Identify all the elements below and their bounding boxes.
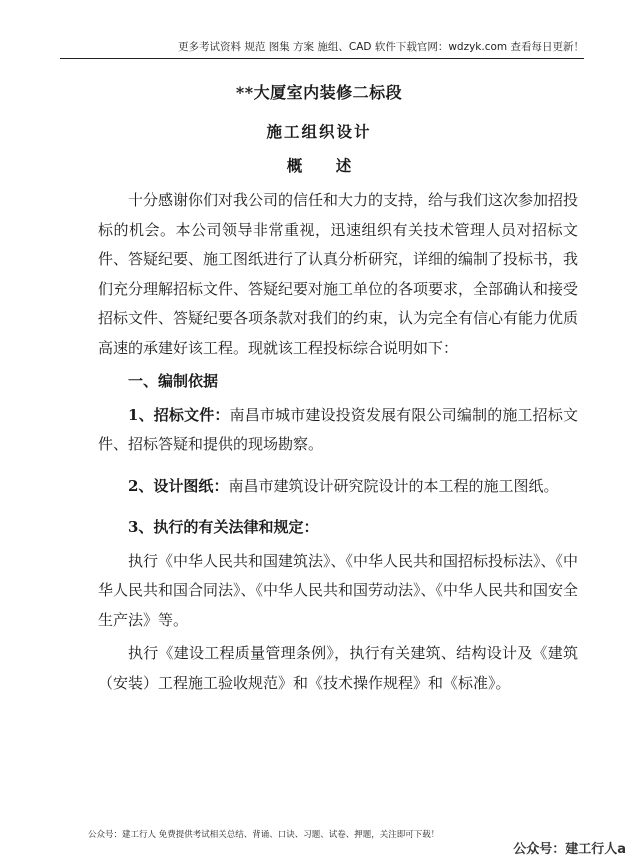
item-design-drawings xyxy=(98,472,578,502)
section-title: 概 述 xyxy=(286,156,366,175)
heading-compilation-basis: 一、编制依据 xyxy=(128,372,219,390)
intro-paragraph: 十分感谢你们对我公司的信任和大力的支持，给与我们这次参加招投标的机会。本公司领导非常重视，迅速组织有关技术管理人员对招标文件、答疑纪要、施工图纸进行了认真分析研究，详细的编制了投标书，我们充分理解招标文件、答疑纪要对施工单位的各项要求，全部确认和接受招标文件、答疑纪要各项条款对我们的约束，认为完全有信心有能力优质高速的承建好该工程。现就该工程投标综合说明如下： xyxy=(98,191,579,357)
item-label: 2、设计图纸： xyxy=(128,476,229,495)
item-laws-heading: 3、执行的有关法律和规定： xyxy=(128,518,319,536)
page-header xyxy=(60,38,584,59)
header-notice: 更多考试资料 规范 图集 方案 施组、CAD 软件下载官网：wdzyk.com 查看每日更新！ xyxy=(178,41,584,53)
item-label: 1、招标文件： xyxy=(128,405,230,424)
document-body xyxy=(98,186,578,698)
regulations-paragraph: 执行《建设工程质量管理条例》，执行有关建筑、结构设计及《建筑（安装）工程施工验收规范》和《技术操作规程》和《标准》。 xyxy=(98,644,578,692)
laws-paragraph: 执行《中华人民共和国建筑法》、《中华人民共和国招标投标法》、《中华人民共和国合同法》、《中华人民共和国劳动法》、《中华人民共和国安全生产法》等。 xyxy=(98,551,579,629)
document-title: **大厦室内装修二标段 xyxy=(235,83,403,102)
document-subtitle: 施工组织设计 xyxy=(266,122,372,141)
item-tender-documents xyxy=(98,401,578,460)
footer-notice: 公众号：建工行人 免费提供考试相关总结、背诵、口诀、习题、试卷、押题，关注即可下载！ xyxy=(88,830,440,840)
footer-watermark: 公众号：建工行人a xyxy=(513,842,626,857)
item-text: 南昌市城市建设投资发展有限公司编制的施工招标文件、招标答疑和提供的现场勘察。 xyxy=(98,405,578,453)
item-text: 南昌市建筑设计研究院设计的本工程的施工图纸。 xyxy=(228,476,559,495)
